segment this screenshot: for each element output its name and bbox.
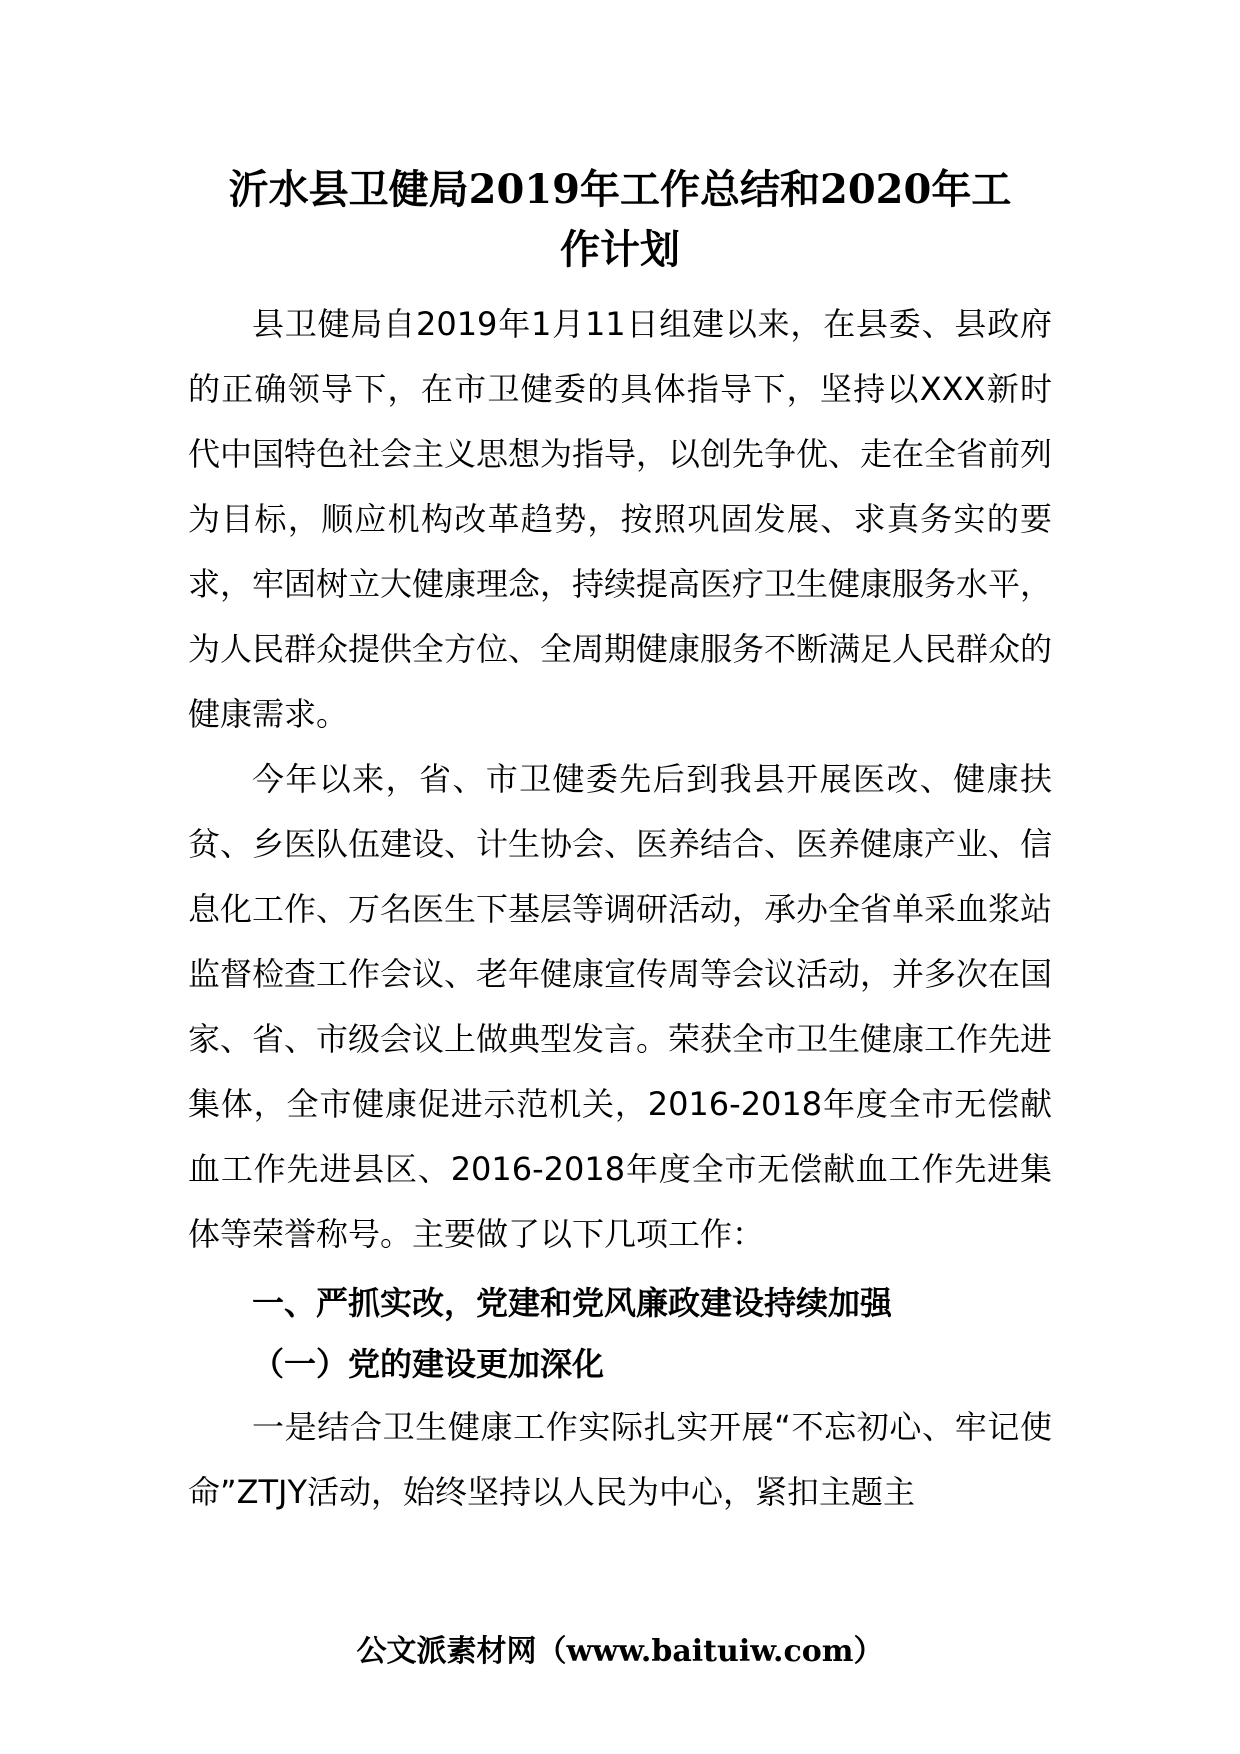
- document-title: [170, 160, 1070, 280]
- subsection-heading-1: （一）党的建设更加深化: [252, 1345, 605, 1383]
- footer-watermark: 公文派素材网（www.baituiw.com）: [356, 1634, 884, 1669]
- paragraph-achievements: 今年以来，省、市卫健委先后到我县开展医改、健康扶贫、乡医队伍建设、计生协会、医养结合、医养健康产业、信息化工作、万名医生下基层等调研活动，承办全省单采血浆站监督检查工作会议、老年健康宣传周等会议活动，并多次在国家、省、市级会议上做典型发言。荣获全市卫生健康工作先进集体，全市健康促进示范机关，2016-2018年度全市无偿献血工作先进县区、2016-2018年度全市无偿献血工作先进集体等荣誉称号。主要做了以下几项工作：: [188, 760, 1053, 1253]
- title-line-2: 作计划: [560, 226, 680, 273]
- paragraph-intro: 县卫健局自2019年1月11日组建以来，在县委、县政府的正确领导下，在市卫健委的具体指导下，坚持以XXX新时代中国特色社会主义思想为指导，以创先争优、走在全省前列为目标，顺应机构改革趋势，按照巩固发展、求真务实的要求，牢固树立大健康理念，持续提高医疗卫生健康服务水平，为人民群众提供全方位、全周期健康服务不断满足人民群众的健康需求。: [188, 305, 1053, 733]
- title-line-1: 沂水县卫健局2019年工作总结和2020年工: [228, 166, 1012, 213]
- document-body: [188, 292, 1052, 1525]
- section-heading-1: 一、严抓实改，党建和党风廉政建设持续加强: [252, 1284, 893, 1322]
- paragraph-party-building: 一是结合卫生健康工作实际扎实开展“不忘初心、牢记使命”ZTJY活动，始终坚持以人民为中心，紧扣主题主: [188, 1408, 1052, 1511]
